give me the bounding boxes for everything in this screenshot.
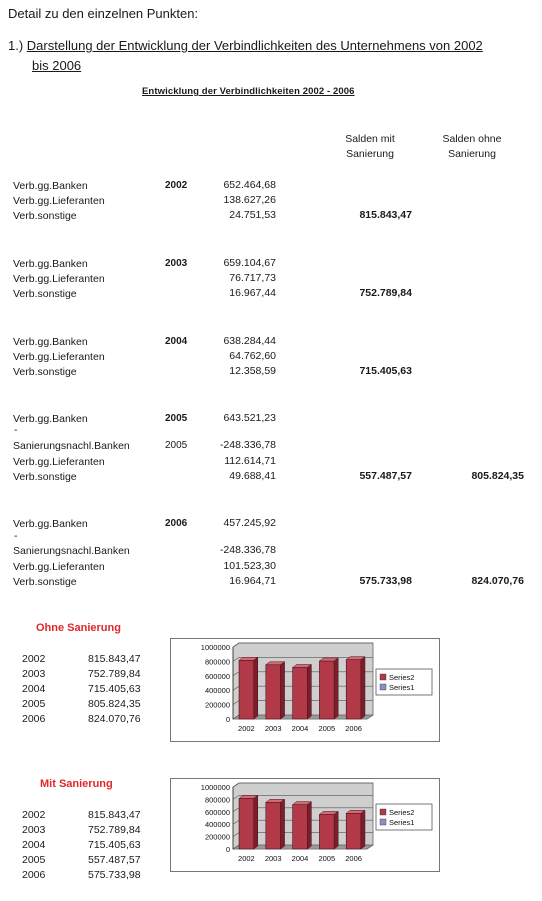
bar-side [361,657,365,719]
bar [266,665,281,719]
row-value: 12.358,59 [229,365,276,377]
summary-value: 715.405,63 [88,839,141,851]
dash-marker: - [14,530,18,542]
summary-value: 824.070,76 [88,713,141,725]
section-title [8,36,483,56]
y-tick-label: 200000 [204,700,230,710]
summary-value: 715.405,63 [88,683,141,695]
x-tick-label: 2002 [238,724,255,733]
row-value: 101.523,30 [223,560,276,572]
total-mit: 752.789,84 [359,287,412,299]
chart-ohne-sanierung [170,638,440,742]
row-label: Verb.gg.Lieferanten [13,561,105,573]
bar [319,661,334,719]
chart-mit-sanierung [170,778,440,872]
x-tick-label: 2004 [291,854,309,863]
x-tick-label: 2003 [264,724,282,733]
row-value: 652.464,68 [223,179,276,191]
row-label: Sanierungsnachl.Banken [13,440,130,452]
table-title: Entwicklung der Verbindlichkeiten 2002 - 2006 [142,86,355,97]
y-tick-label: 1000000 [200,783,230,792]
bar-side [361,810,365,849]
mit-title: Mit Sanierung [40,778,113,790]
x-tick-label: 2002 [238,854,255,863]
legend-swatch [380,809,386,815]
bar [266,802,281,849]
section-number: 1.) [8,38,24,53]
row-value: 24.751,53 [229,209,276,221]
row-label: Verb.gg.Banken [13,336,88,348]
summary-year: 2002 [22,653,46,665]
y-tick-label: 200000 [204,832,230,842]
y-tick-label: 600000 [204,671,230,681]
dash-marker: - [14,424,18,436]
group-year: 2004 [165,336,188,347]
legend-swatch [380,819,386,825]
row-value: -248.336,78 [219,439,276,451]
legend-swatch [380,674,386,680]
bar [239,660,254,719]
summary-value: 557.487,57 [88,854,141,866]
y-tick-label: 600000 [204,807,230,817]
row-value: 659.104,67 [223,257,276,269]
row-value: 16.967,44 [229,287,276,299]
summary-year: 2005 [22,698,46,710]
col-header-ohne-line1: Salden ohne [442,133,502,145]
row-label: Verb.sonstige [13,288,77,300]
summary-year: 2006 [22,869,46,881]
bar [319,814,334,849]
summary-year: 2004 [22,839,46,851]
col-header-mit-line1: Salden mit [345,133,395,145]
row-label: Verb.gg.Banken [13,413,88,425]
bar-side [254,657,258,719]
row-label: Verb.gg.Banken [13,180,88,192]
total-mit: 815.843,47 [359,209,412,221]
x-tick-label: 2003 [264,854,282,863]
row-label: Verb.sonstige [13,210,77,222]
y-tick-label: 0 [225,715,230,724]
summary-value: 752.789,84 [88,824,141,836]
summary-year: 2006 [22,713,46,725]
row-label: Verb.gg.Lieferanten [13,351,105,363]
bar-chart-mit [171,779,439,871]
bar-side [254,795,258,849]
row-value: 138.627,26 [223,194,276,206]
summary-value: 805.824,35 [88,698,141,710]
bar-side [334,658,338,719]
row-label: Verb.sonstige [13,576,77,588]
group-year: 2002 [165,180,188,191]
legend-swatch [380,684,386,690]
row-label: Verb.gg.Lieferanten [13,273,105,285]
group-year: 2005 [165,413,188,424]
row-label: Verb.gg.Banken [13,518,88,530]
bar-side [334,811,338,849]
summary-year: 2002 [22,809,46,821]
y-tick-label: 400000 [204,820,230,830]
total-mit: 575.733,98 [359,575,412,587]
row-label: Verb.gg.Lieferanten [13,456,105,468]
y-tick-label: 400000 [204,686,230,696]
legend-label: Series1 [389,818,415,827]
summary-year: 2004 [22,683,46,695]
row-value: -248.336,78 [219,544,276,556]
group-year: 2003 [165,258,188,269]
y-tick-label: 800000 [204,795,230,805]
summary-year: 2003 [22,668,46,680]
bar [346,813,361,849]
x-tick-label: 2005 [318,854,336,863]
row-year-note: 2005 [165,440,188,451]
group-year: 2006 [165,518,188,529]
y-tick-label: 800000 [204,657,230,667]
section-title-line2: bis 2006 [32,58,82,73]
summary-value: 752.789,84 [88,668,141,680]
row-value: 49.688,41 [229,470,276,482]
total-mit: 557.487,57 [359,470,412,482]
x-tick-label: 2004 [291,724,309,733]
section-title-line2-wrap [32,56,81,76]
row-label: Sanierungsnachl.Banken [13,545,130,557]
bar-side [307,664,311,719]
page-heading: Detail zu den einzelnen Punkten: [8,6,199,21]
bar [293,805,308,849]
y-tick-label: 1000000 [200,643,230,652]
row-value: 643.521,23 [223,412,276,424]
section-title-line1: Darstellung der Entwicklung der Verbindlichkeiten des Unternehmens von 2002 [26,38,483,53]
legend-label: Series2 [389,808,415,817]
bar-chart-ohne [171,639,439,741]
total-ohne: 824.070,76 [471,575,524,587]
row-label: Verb.sonstige [13,471,77,483]
row-label: Verb.gg.Lieferanten [13,195,105,207]
col-header-ohne-line2: Sanierung [448,148,496,160]
y-tick-label: 0 [225,845,230,854]
legend-label: Series1 [389,683,415,692]
ohne-title: Ohne Sanierung [36,622,121,634]
bar-side [281,662,285,719]
row-label: Verb.gg.Banken [13,258,88,270]
bar-side [307,802,311,849]
x-tick-label: 2005 [318,724,336,733]
row-label: Verb.sonstige [13,366,77,378]
row-value: 76.717,73 [229,272,276,284]
summary-value: 815.843,47 [88,809,141,821]
bar [239,798,254,849]
summary-year: 2003 [22,824,46,836]
col-header-ohne [422,132,522,162]
total-ohne: 805.824,35 [471,470,524,482]
bar [293,667,308,719]
row-value: 457.245,92 [223,517,276,529]
col-header-mit [320,132,420,162]
total-mit: 715.405,63 [359,365,412,377]
row-value: 638.284,44 [223,335,276,347]
summary-value: 815.843,47 [88,653,141,665]
bar [346,660,361,719]
row-value: 112.614,71 [224,455,276,467]
x-tick-label: 2006 [345,854,362,863]
col-header-mit-line2: Sanierung [346,148,394,160]
x-tick-label: 2006 [345,724,362,733]
summary-year: 2005 [22,854,46,866]
legend-label: Series2 [389,673,415,682]
bar-side [281,799,285,849]
row-value: 16.964,71 [229,575,276,587]
row-value: 64.762,60 [229,350,276,362]
summary-value: 575.733,98 [88,869,141,881]
